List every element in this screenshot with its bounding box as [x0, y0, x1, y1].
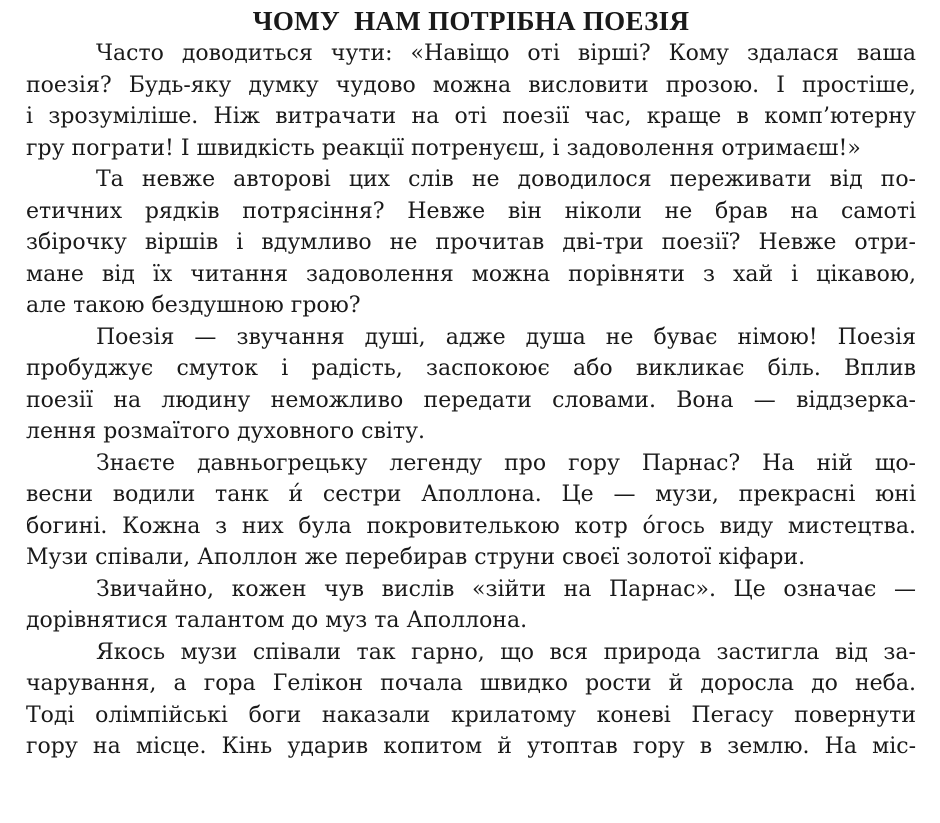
text-line: пробуджує смуток і радість, заспокоює або викликає біль. Вплив: [26, 356, 916, 381]
text-line: Поезія — звучання душі, адже душа не буває німою! Поезія: [96, 324, 916, 350]
text-line: Тоді олімпійські боги наказали крилатому коневі Пегасу повернути: [26, 702, 916, 728]
page-title: ЧОМУ НАМ ПОТРІБНА ПОЕЗІЯ: [252, 6, 690, 36]
text-line: чарування, а гора Гелікон почала швидко рости й доросла до неба.: [26, 671, 916, 696]
text-line: гру пограти! І швидкість реакції потренуєш, і задоволення отримаєш!»: [26, 135, 861, 161]
document-page: [26, 4, 916, 763]
text-line: гору на місце. Кінь ударив копитом й утоптав гору в землю. На міс-: [26, 734, 916, 759]
text-line: лення розмаїтого духовного світу.: [26, 419, 426, 444]
paragraph-5: [26, 574, 916, 637]
text-line: Знаєте давньогрецьку легенду про гору Парнас? На ній що-: [96, 450, 916, 476]
paragraph-1: [26, 38, 916, 164]
text-line: богині. Кожна з них була покровителькою котр о́гось виду мистецтва.: [26, 513, 916, 539]
text-line: етичних рядків потрясіння? Невже він ніколи не брав на самоті: [26, 198, 916, 224]
text-line: мане від їх читання задоволення можна порівняти з хай і цікавою,: [26, 261, 916, 287]
paragraph-4: [26, 448, 916, 574]
text-line: весни водили танк и́ сестри Аполлона. Це — музи, прекрасні юні: [26, 482, 916, 507]
paragraph-6: [26, 637, 916, 763]
text-line: дорівнятися талантом до муз та Аполлона.: [26, 608, 528, 633]
paragraph-3: [26, 322, 916, 448]
text-line: поезія? Будь-яку думку чудово можна висловити прозою. І простіше,: [26, 72, 916, 98]
text-line: Та невже авторові цих слів не доводилося переживати від по-: [96, 167, 916, 192]
text-line: Якось музи співали так гарно, що вся природа застигла від за-: [96, 639, 916, 665]
text-line: збірочку віршів і вдумливо не прочитав дві-три поезії? Невже отри-: [26, 230, 916, 255]
text-line: Часто доводиться чути: «Навіщо оті вірші? Кому здалася ваша: [96, 41, 916, 66]
text-line: Звичайно, кожен чув вислів «зійти на Парнас». Це означає —: [96, 576, 916, 602]
text-line: Музи співали, Аполлон же перебирав струни своєї золотої кіфари.: [26, 545, 806, 570]
text-line: поезії на людину неможливо передати словами. Вона — віддзерка-: [26, 387, 916, 413]
text-line: але такою бездушною грою?: [26, 293, 361, 318]
paragraph-2: [26, 164, 916, 322]
text-line: і зрозуміліше. Ніж витрачати на оті поезії час, краще в комп’ютерну: [26, 104, 916, 129]
